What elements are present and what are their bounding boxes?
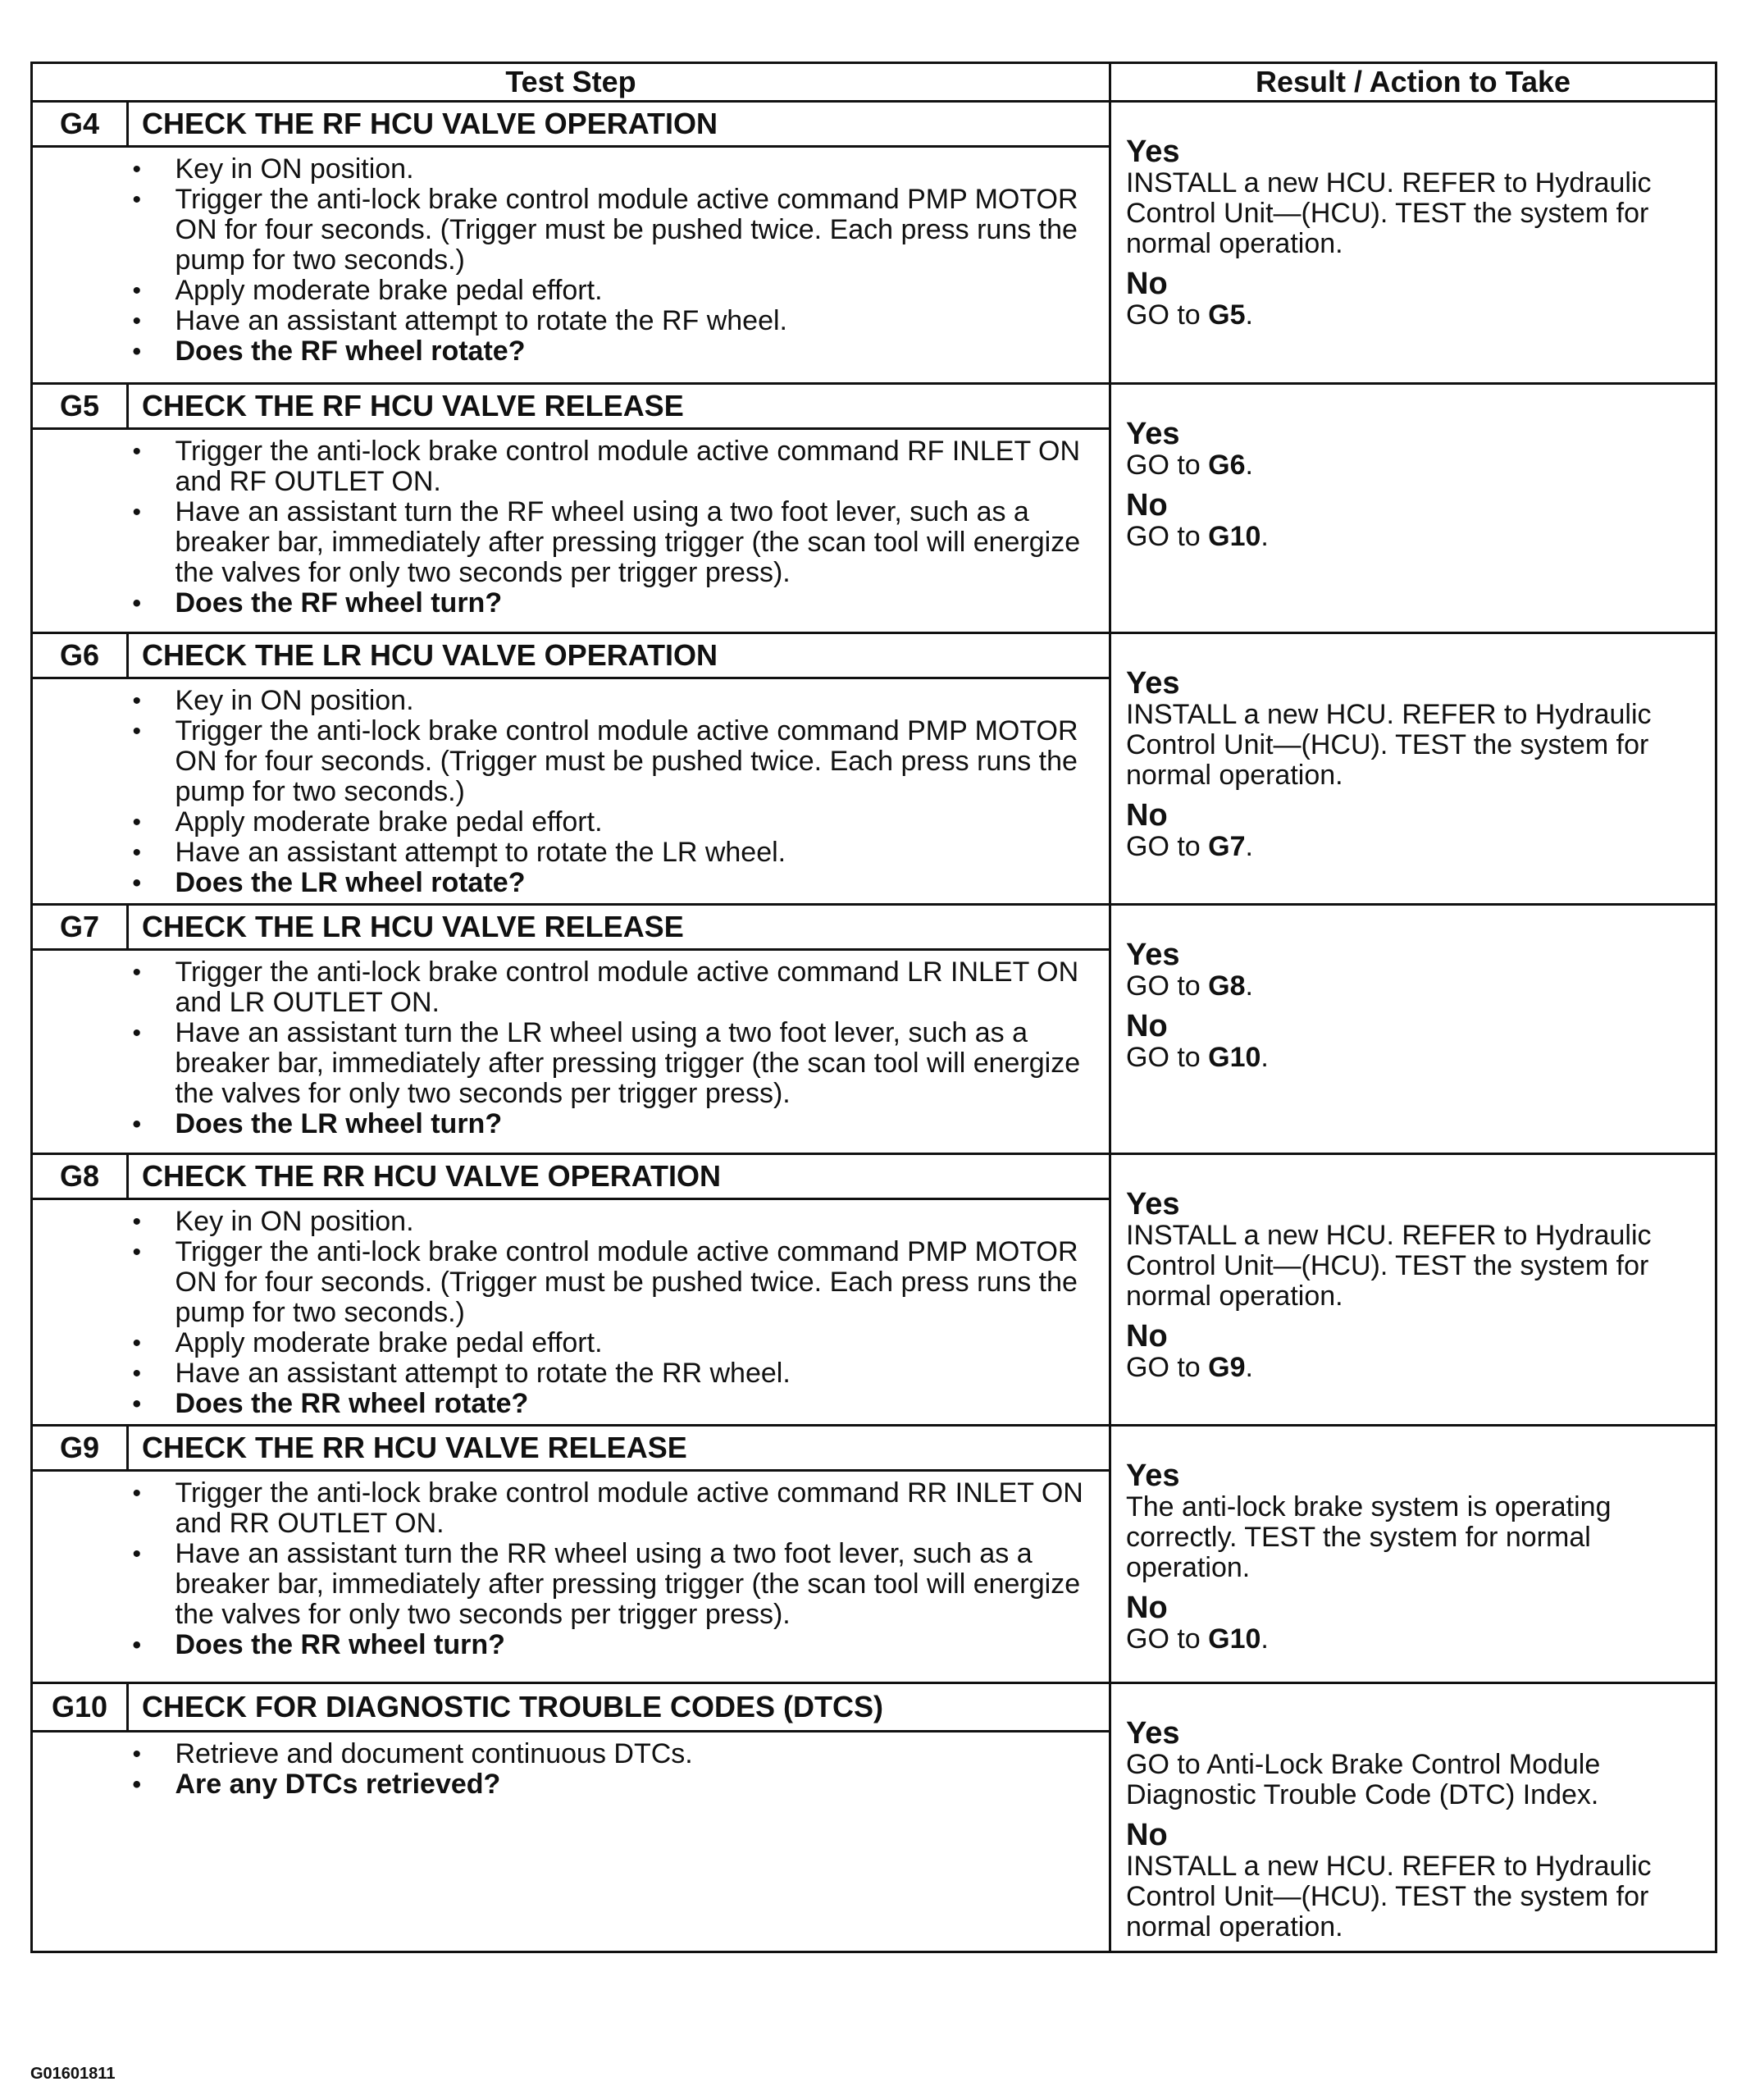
step-instructions [128, 950, 1110, 1154]
instruction-question: • Does the RF wheel turn? [176, 588, 1093, 619]
result-yes-label: Yes [1126, 666, 1180, 701]
step-title: CHECK THE RF HCU VALVE RELEASE [128, 384, 1110, 429]
step-id: G10 [32, 1683, 128, 1732]
instruction-item: • Have an assistant attempt to rotate the LR wheel. [176, 838, 1093, 868]
result-yes-text: GO to [1126, 450, 1209, 481]
step-header-row [32, 1154, 1716, 1199]
result-no-label: No [1126, 267, 1168, 301]
result-no-action [1126, 832, 1708, 862]
step-id: G5 [32, 384, 128, 429]
instruction-question: • Does the LR wheel rotate? [176, 868, 1093, 898]
step-result [1110, 102, 1716, 384]
result-no-action [1126, 1353, 1708, 1383]
header-result-action: Result / Action to Take [1110, 63, 1716, 102]
result-yes-action [1126, 700, 1708, 791]
figure-code: G01601811 [30, 2065, 116, 2083]
step-id-spacer [32, 678, 128, 905]
result-no-tail: . [1260, 1042, 1269, 1073]
instruction-item: • Trigger the anti-lock brake control module active command RR INLET ON and RR OUTLET ON. [176, 1478, 1093, 1539]
result-no-goto: G7 [1208, 831, 1246, 862]
instruction-item: • Apply moderate brake pedal effort. [176, 1328, 1093, 1358]
result-no-goto: G10 [1208, 521, 1261, 552]
step-id-spacer [32, 1471, 128, 1683]
result-no-tail: . [1245, 1352, 1253, 1383]
result-no-tail: . [1260, 521, 1269, 552]
step-result [1110, 384, 1716, 633]
result-no-text: GO to [1126, 1623, 1209, 1655]
instruction-item: • Trigger the anti-lock brake control module active command RF INLET ON and RF OUTLET ON. [176, 436, 1093, 497]
result-no-action [1126, 300, 1708, 331]
step-result [1110, 1154, 1716, 1426]
instruction-item: • Key in ON position. [176, 1207, 1093, 1237]
result-no-label: No [1126, 798, 1168, 833]
result-yes-text: GO to Anti-Lock Brake Control Module Diagnostic Trouble Code (DTC) Index. [1126, 1749, 1601, 1810]
step-id: G7 [32, 905, 128, 950]
result-yes-action [1126, 1221, 1708, 1312]
instruction-question: • Does the RF wheel rotate? [176, 336, 1093, 367]
instruction-question: • Does the LR wheel turn? [176, 1109, 1093, 1139]
step-title: CHECK THE LR HCU VALVE OPERATION [128, 633, 1110, 678]
instruction-item: • Retrieve and document continuous DTCs. [176, 1739, 1093, 1769]
result-no-text: GO to [1126, 299, 1209, 331]
instruction-item: • Apply moderate brake pedal effort. [176, 807, 1093, 838]
result-no-action [1126, 522, 1708, 552]
step-id: G6 [32, 633, 128, 678]
instruction-item: • Trigger the anti-lock brake control module active command PMP MOTOR ON for four seconds. (Trigger must be pushed twice. Each press runs the pump for two seconds.) [176, 185, 1093, 276]
step-instructions [128, 1732, 1110, 1952]
result-no-text: GO to [1126, 831, 1209, 862]
result-yes-action [1126, 971, 1708, 1002]
step-id-spacer [32, 429, 128, 633]
result-no-tail: . [1245, 831, 1253, 862]
result-yes-action [1126, 450, 1708, 481]
result-yes-label: Yes [1126, 1187, 1180, 1221]
result-no-goto: G9 [1208, 1352, 1246, 1383]
result-no-action [1126, 1851, 1708, 1942]
instruction-item: • Have an assistant turn the RR wheel using a two foot lever, such as a breaker bar, immediately after pressing trigger (the scan tool will energize the valves for only two seconds per trigger press). [176, 1539, 1093, 1630]
instruction-item: • Trigger the anti-lock brake control module active command LR INLET ON and LR OUTLET ON. [176, 957, 1093, 1018]
step-header-row [32, 102, 1716, 147]
result-no-label: No [1126, 1818, 1168, 1852]
result-yes-tail: . [1245, 970, 1253, 1002]
result-yes-action [1126, 1750, 1708, 1810]
instruction-item: • Have an assistant attempt to rotate the RR wheel. [176, 1358, 1093, 1389]
step-header-row [32, 1683, 1716, 1732]
step-instructions [128, 429, 1110, 633]
step-id: G9 [32, 1426, 128, 1471]
result-yes-text: The anti-lock brake system is operating correctly. TEST the system for normal operation. [1126, 1491, 1612, 1583]
result-no-label: No [1126, 488, 1168, 523]
instruction-list [128, 1478, 1093, 1660]
step-id: G4 [32, 102, 128, 147]
step-title: CHECK THE RR HCU VALVE RELEASE [128, 1426, 1110, 1471]
instruction-item: • Have an assistant turn the LR wheel using a two foot lever, such as a breaker bar, immediately after pressing trigger (the scan tool will energize the valves for only two seconds per trigger press). [176, 1018, 1093, 1109]
step-id-spacer [32, 1199, 128, 1426]
instruction-question: • Does the RR wheel turn? [176, 1630, 1093, 1660]
result-yes-label: Yes [1126, 938, 1180, 972]
result-yes-label: Yes [1126, 417, 1180, 451]
result-no-text: GO to [1126, 1042, 1209, 1073]
result-no-text: GO to [1126, 1352, 1209, 1383]
result-yes-label: Yes [1126, 1716, 1180, 1751]
step-id-spacer [32, 147, 128, 384]
step-title: CHECK FOR DIAGNOSTIC TROUBLE CODES (DTCS) [128, 1683, 1110, 1732]
step-result [1110, 905, 1716, 1154]
step-title: CHECK THE LR HCU VALVE RELEASE [128, 905, 1110, 950]
step-result [1110, 1426, 1716, 1683]
step-instructions [128, 147, 1110, 384]
instruction-item: • Have an assistant attempt to rotate the RF wheel. [176, 306, 1093, 336]
step-title: CHECK THE RF HCU VALVE OPERATION [128, 102, 1110, 147]
instruction-item: • Key in ON position. [176, 154, 1093, 185]
instruction-item: • Have an assistant turn the RF wheel using a two foot lever, such as a breaker bar, immediately after pressing trigger (the scan tool will energize the valves for only two seconds per trigger press). [176, 497, 1093, 588]
instruction-item: • Trigger the anti-lock brake control module active command PMP MOTOR ON for four seconds. (Trigger must be pushed twice. Each press runs the pump for two seconds.) [176, 1237, 1093, 1328]
result-yes-text: INSTALL a new HCU. REFER to Hydraulic Control Unit—(HCU). TEST the system for normal operation. [1126, 167, 1652, 259]
result-no-text: INSTALL a new HCU. REFER to Hydraulic Control Unit—(HCU). TEST the system for normal operation. [1126, 1851, 1652, 1942]
result-yes-text: INSTALL a new HCU. REFER to Hydraulic Control Unit—(HCU). TEST the system for normal operation. [1126, 1220, 1652, 1312]
header-test-step: Test Step [32, 63, 1110, 102]
diagnostic-table [30, 62, 1717, 1953]
instruction-list [128, 957, 1093, 1139]
instruction-list [128, 436, 1093, 619]
instruction-list [128, 1207, 1093, 1419]
result-yes-text: GO to [1126, 970, 1209, 1002]
result-no-text: GO to [1126, 521, 1209, 552]
instruction-list [128, 154, 1093, 367]
result-yes-tail: . [1245, 450, 1253, 481]
step-header-row [32, 1426, 1716, 1471]
instruction-list [128, 686, 1093, 898]
step-instructions [128, 678, 1110, 905]
result-yes-goto: G8 [1208, 970, 1246, 1002]
step-header-row [32, 384, 1716, 429]
result-yes-action [1126, 168, 1708, 259]
step-result [1110, 633, 1716, 905]
result-no-tail: . [1245, 299, 1253, 331]
instruction-item: • Trigger the anti-lock brake control module active command PMP MOTOR ON for four seconds. (Trigger must be pushed twice. Each press runs the pump for two seconds.) [176, 716, 1093, 807]
instruction-question: • Does the RR wheel rotate? [176, 1389, 1093, 1419]
step-header-row [32, 905, 1716, 950]
result-no-label: No [1126, 1009, 1168, 1043]
result-yes-label: Yes [1126, 135, 1180, 169]
step-header-row [32, 633, 1716, 678]
result-yes-label: Yes [1126, 1459, 1180, 1493]
step-instructions [128, 1199, 1110, 1426]
instruction-item: • Key in ON position. [176, 686, 1093, 716]
result-no-label: No [1126, 1319, 1168, 1354]
result-no-action [1126, 1624, 1708, 1655]
instruction-question: • Are any DTCs retrieved? [176, 1769, 1093, 1800]
result-no-goto: G10 [1208, 1042, 1261, 1073]
instruction-item: • Apply moderate brake pedal effort. [176, 276, 1093, 306]
step-result [1110, 1683, 1716, 1952]
result-no-tail: . [1260, 1623, 1269, 1655]
step-id-spacer [32, 1732, 128, 1952]
result-yes-goto: G6 [1208, 450, 1246, 481]
result-no-action [1126, 1043, 1708, 1073]
result-no-goto: G10 [1208, 1623, 1261, 1655]
step-id: G8 [32, 1154, 128, 1199]
result-yes-action [1126, 1492, 1708, 1583]
step-instructions [128, 1471, 1110, 1683]
result-no-label: No [1126, 1591, 1168, 1625]
result-no-goto: G5 [1208, 299, 1246, 331]
step-title: CHECK THE RR HCU VALVE OPERATION [128, 1154, 1110, 1199]
result-yes-text: INSTALL a new HCU. REFER to Hydraulic Control Unit—(HCU). TEST the system for normal operation. [1126, 699, 1652, 791]
instruction-list [128, 1739, 1093, 1800]
step-id-spacer [32, 950, 128, 1154]
